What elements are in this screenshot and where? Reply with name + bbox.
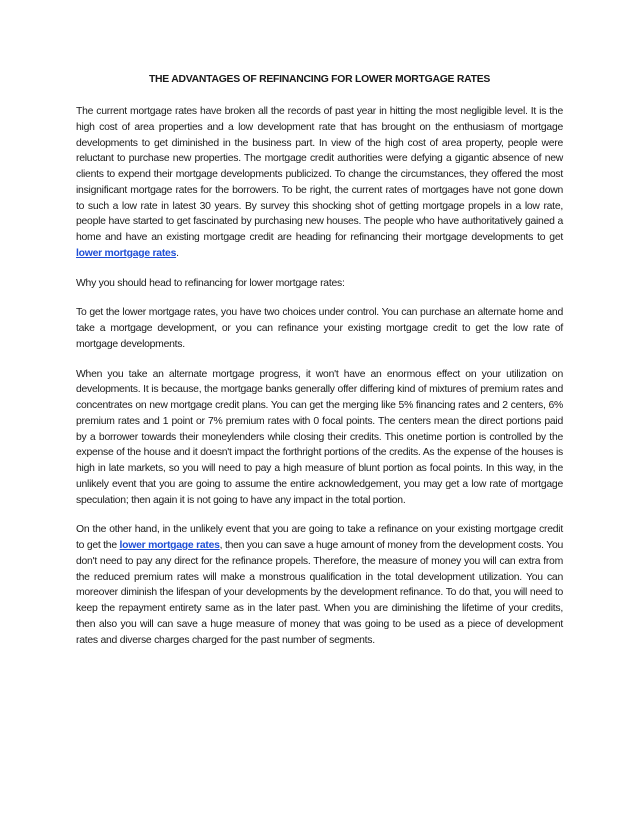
paragraph-intro — [76, 104, 563, 262]
paragraph-two-choices: To get the lower mortgage rates, you have two choices under control. You can purchase an alternate home and take a mortgage development, or you can refinance your existing mortgage credit to get the low rate of mortgage developments. — [76, 307, 563, 350]
paragraph-alternate-progress: When you take an alternate mortgage progress, it won't have an enormous effect on your utilization on developments. It is because, the mortgage banks generally offer differing kind of mixtures of premium rates and concentrates on new mortgage credit plans. You can get the merging like 5% financing rates and 2 centers, 6% premium rates and 1 point or 7% premium rates with 0 focal points. The centers mean the direct portions paid by a borrower towards their moneylenders while closing their credits. This onetime portion is controlled by the expense of the house and it doesn't impact the forthright portions of the credits. As the expense of the houses is high in late markets, so you will need to pay a high measure of blunt portion as focal points. In this way, in the unlikely event that you are going to assume the entire acknowledgement, you may get a low rate of mortgage speculation; then again it is not going to have any impact in the total portion. — [76, 368, 563, 506]
lower-mortgage-rates-link-2[interactable]: lower mortgage rates — [119, 540, 220, 551]
document-body — [76, 73, 563, 662]
paragraph-refinance-start: On the other hand, in the unlikely event that you are going to take a refinance on your existing mortgage credit to get the — [76, 524, 563, 551]
paragraph-intro-text: The current mortgage rates have broken all the records of past year in hitting the most negligible level. It is the high cost of area properties and a low development rate that has brought on the enthusiasm of mortgage developments to get diminished in the business part. In view of the high cost of area property, people were reluctant to purchase new properties. The mortgage credit authorities were defying a gigantic absence of new clients to expend their mortgage developments publicized. To change the circumstances, they offered the most insignificant mortgage rates for the borrowers. To be right, the current rates of mortgages have not gone down to such a low rate in latest 30 years. By survey this shocking shot of getting mortgage propels in a low rate, people have started to get fascinated by purchasing new houses. The people who have authoritatively gained a home and have an existing mortgage credit are heading for refinancing their mortgage developments to get — [76, 106, 563, 243]
paragraph-why-heading: Why you should head to refinancing for lower mortgage rates: — [76, 277, 345, 289]
paragraph-intro-end: . — [176, 247, 179, 259]
paragraph-refinance-rest: , then you can save a huge amount of money from the development costs. You don't need to pay any direct for the refinance propels. Therefore, the measure of money you will can extra from the reduced premium rates will make a monstrous qualification in the total development utilization. You can moreover diminish the lifespan of your developments by the development refinance. To do that, you will need to keep the repayment entirety same as in the later past. When you are diminishing the lifetime of your credits, then also you will can save a huge measure of money that was going to be used as a piece of development rates and diverse charges charged for the past number of segments. — [76, 540, 564, 646]
document-title: THE ADVANTAGES OF REFINANCING FOR LOWER MORTGAGE RATES — [148, 74, 491, 85]
paragraph-refinance — [76, 522, 563, 648]
lower-mortgage-rates-link[interactable]: lower mortgage rates — [76, 247, 177, 259]
